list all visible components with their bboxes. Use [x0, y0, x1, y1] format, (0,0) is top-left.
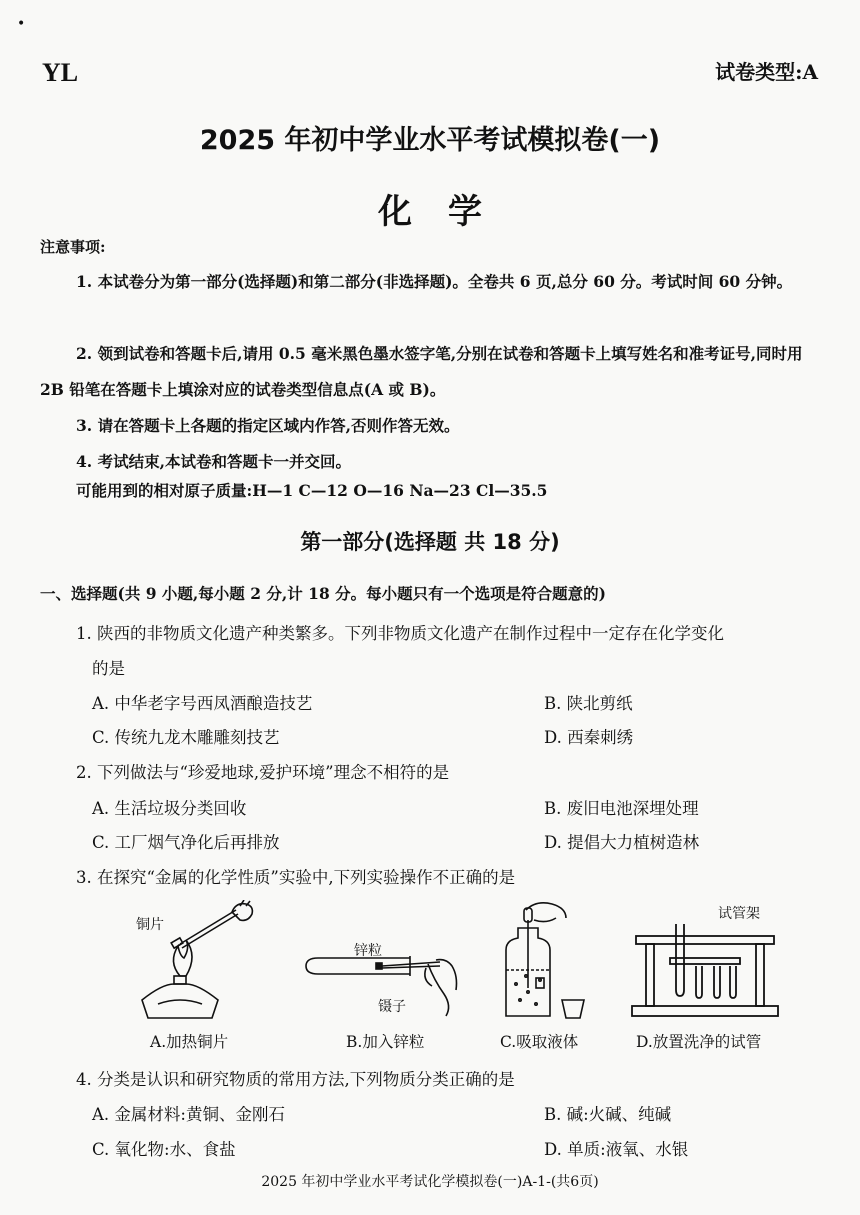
q4-option-a: A. 金属材料:黄铜、金刚石 — [92, 1105, 285, 1124]
caption-c: C.吸取液体 — [500, 1033, 579, 1051]
q1-stem: 1. 陕西的非物质文化遗产种类繁多。下列非物质文化遗产在制作过程中一定存在化学变化 — [76, 624, 724, 643]
label-rack: 试管架 — [718, 906, 760, 922]
caption-d: D.放置洗净的试管 — [636, 1033, 762, 1051]
scan-mark: • — [17, 16, 26, 32]
label-copper: 铜片 — [136, 917, 164, 933]
atomic-masses: 可能用到的相对原子质量:H—1 C—12 O—16 Na—23 Cl—35.5 — [76, 481, 548, 500]
q2-stem: 2. 下列做法与“珍爱地球,爱护环境”理念不相符的是 — [76, 763, 450, 782]
label-tweezers: 镊子 — [378, 999, 406, 1015]
figure-drawing-liquid — [496, 900, 596, 1020]
page-footer: 2025 年初中学业水平考试化学模拟卷(一)A-1-(共6页) — [261, 1174, 599, 1190]
q1-option-b: B. 陕北剪纸 — [544, 694, 633, 713]
q3-stem: 3. 在探究“金属的化学性质”实验中,下列实验操作不正确的是 — [76, 868, 516, 887]
subject-title: 化学 — [378, 192, 518, 232]
section-heading: 一、选择题(共 9 小题,每小题 2 分,计 18 分。每小题只有一个选项是符合题意的) — [40, 584, 606, 603]
q1-option-d: D. 西秦刺绣 — [544, 728, 634, 747]
q2-option-b: B. 废旧电池深埋处理 — [544, 799, 699, 818]
q4-option-c: C. 氧化物:水、食盐 — [92, 1140, 236, 1159]
q1-stem-cont: 的是 — [92, 659, 125, 678]
paper-code: YL — [42, 58, 79, 87]
notice-item-4: 4. 考试结束,本试卷和答题卡一并交回。 — [76, 452, 351, 471]
q1-option-c: C. 传统九龙木雕雕刻技艺 — [92, 728, 280, 747]
q4-stem: 4. 分类是认识和研究物质的常用方法,下列物质分类正确的是 — [76, 1070, 515, 1089]
notice-item-1: 1. 本试卷分为第一部分(选择题)和第二部分(非选择题)。全卷共 6 页,总分 60 分。考试时间 60 分钟。 — [76, 272, 793, 291]
q2-option-c: C. 工厂烟气净化后再排放 — [92, 833, 280, 852]
label-zinc: 锌粒 — [354, 943, 382, 959]
q2-option-d: D. 提倡大力植树造林 — [544, 833, 700, 852]
caption-b: B.加入锌粒 — [346, 1033, 425, 1051]
figure-test-tube-rack — [630, 922, 780, 1020]
part1-title: 第一部分(选择题 共 18 分) — [300, 530, 560, 554]
notice-item-2: 2. 领到试卷和答题卡后,请用 0.5 毫米黑色墨水签字笔,分别在试卷和答题卡上填写姓名和准考证号,同时用 2B 铅笔在答题卡上填涂对应的试卷类型信息点(A 或 B)。 — [40, 344, 803, 399]
notice-item-3: 3. 请在答题卡上各题的指定区域内作答,否则作答无效。 — [76, 416, 460, 435]
exam-title: 2025 年初中学业水平考试模拟卷(一) — [199, 125, 661, 156]
q1-option-a: A. 中华老字号西凤酒酿造技艺 — [92, 694, 313, 713]
q4-option-b: B. 碱:火碱、纯碱 — [544, 1105, 672, 1124]
q2-option-a: A. 生活垃圾分类回收 — [92, 799, 247, 818]
q4-option-d: D. 单质:液氧、水银 — [544, 1140, 689, 1159]
notice-heading: 注意事项: — [40, 238, 106, 256]
paper-type: 试卷类型:A — [715, 60, 818, 84]
caption-a: A.加热铜片 — [150, 1033, 229, 1051]
